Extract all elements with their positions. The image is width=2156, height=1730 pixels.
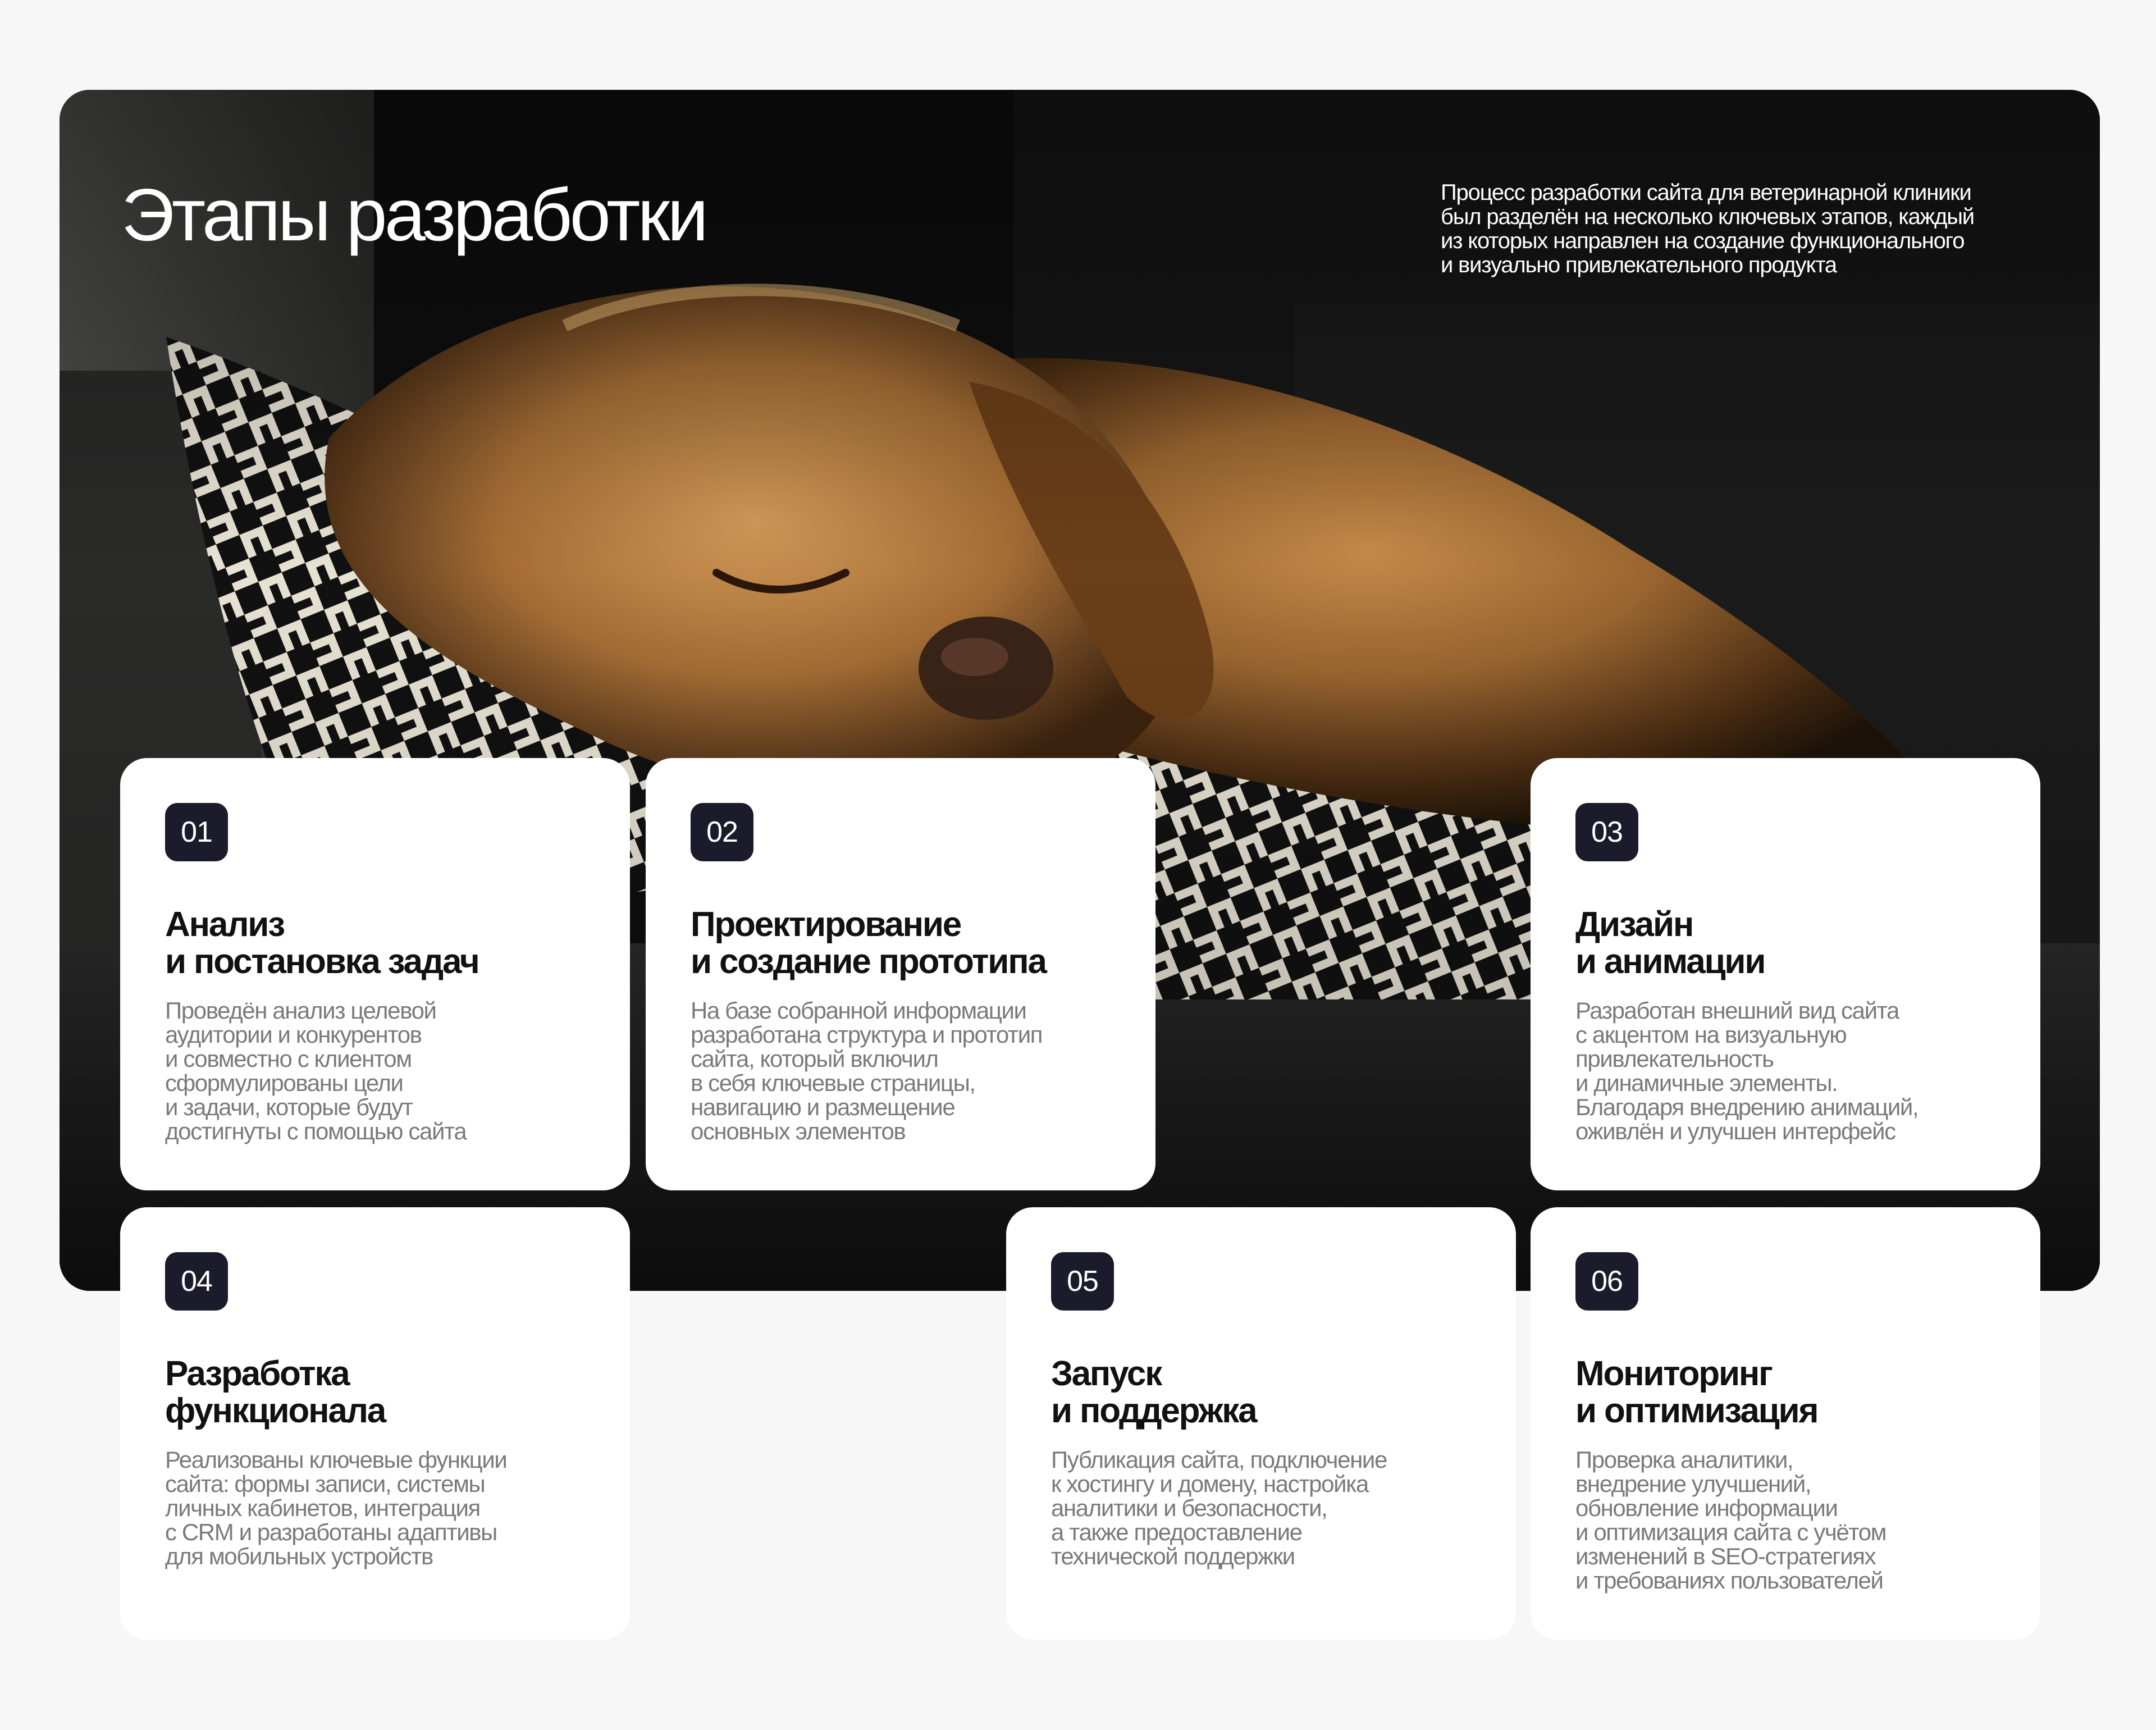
stage-card-02 xyxy=(646,758,1155,1190)
stage-title: Разработка функционала xyxy=(165,1354,386,1430)
stage-title: Дизайн и анимации xyxy=(1575,905,1765,981)
stage-number-badge: 06 xyxy=(1575,1252,1638,1311)
stage-description: Проверка аналитики, внедрение улучшений, обновление информации и оптимизация сайта с учётом изменений в SEO-стратегиях и требованиях пользователей xyxy=(1575,1446,1886,1594)
stage-title: Мониторинг и оптимизация xyxy=(1575,1354,1818,1430)
stage-number-badge: 02 xyxy=(691,803,753,861)
stage-description: Публикация сайта, подключение к хостингу и домену, настройка аналитики и безопасности, а также предоставление технической поддержки xyxy=(1051,1446,1387,1569)
stage-card-01 xyxy=(120,758,630,1190)
stage-number-badge: 03 xyxy=(1575,803,1638,861)
stage-card-06 xyxy=(1531,1207,2040,1640)
page-title: Этапы разработки xyxy=(121,174,706,256)
stage-number-badge: 01 xyxy=(165,803,228,861)
stage-title: Анализ и постановка задач xyxy=(165,905,479,981)
stage-number-badge: 05 xyxy=(1051,1252,1114,1311)
stage-title: Запуск и поддержка xyxy=(1051,1354,1257,1430)
stage-number-badge: 04 xyxy=(165,1252,228,1311)
stage-description: Разработан внешний вид сайта с акцентом на визуальную привлекательность и динамичные элементы. Благодаря внедрению анимаций, оживлён и улучшен интерфейс xyxy=(1575,997,1919,1144)
stage-card-05 xyxy=(1006,1207,1516,1640)
stage-description: Реализованы ключевые функции сайта: формы записи, системы личных кабинетов, интеграция с CRM и разработаны адаптивы для мобильных устройств xyxy=(165,1446,507,1569)
stage-card-04 xyxy=(120,1207,630,1640)
stage-card-03 xyxy=(1531,758,2040,1190)
hero-description: Процесс разработки сайта для ветеринарной клиники был разделён на несколько ключевых этапов, каждый из которых направлен на создание функционального и визуально привлекательного продукта xyxy=(1441,180,1974,277)
stage-description: Проведён анализ целевой аудитории и конкурентов и совместно с клиентом сформулированы цели и задачи, которые будут достигнуты с помощью сайта xyxy=(165,997,467,1144)
stage-title: Проектирование и создание прототипа xyxy=(691,905,1046,981)
stage-description: На базе собранной информации разработана структура и прототип сайта, который включил в себя ключевые страницы, навигацию и размещение основных элементов xyxy=(691,997,1043,1144)
